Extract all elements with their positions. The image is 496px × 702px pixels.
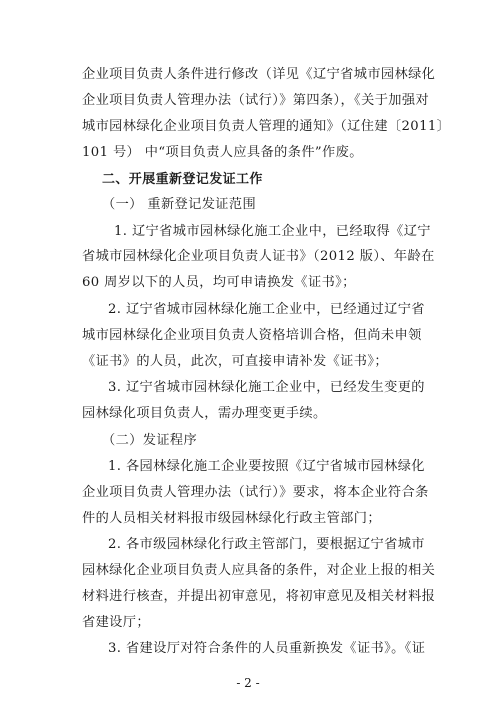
paragraph-line: 2. 各市级园林绿化行政主管部门，要根据辽宁省城市 — [108, 537, 425, 552]
paragraph-line: 省城市园林绿化企业项目负责人证书》（2012 版）、年龄在 — [82, 249, 435, 264]
paragraph-line: 《证书》的人员，此次，可直接申请补发《证书》； — [82, 354, 388, 369]
paragraph-line: 园林绿化企业项目负责人应具备的条件，对企业上报的相关 — [82, 563, 436, 578]
subsection-heading: （二）发证程序 — [102, 433, 198, 448]
subsection-heading: （一） 重新登记发证范围 — [102, 197, 257, 212]
paragraph-line: 企业项目负责人条件进行修改（详见《辽宁省城市园林绿化 — [82, 67, 436, 82]
paragraph-line: 材料进行核查，并提出初审意见，将初审意见及相关材料报 — [82, 589, 436, 604]
paragraph-line: 城市园林绿化企业项目负责人管理的通知》（辽住建〔2011〕 — [82, 119, 451, 134]
paragraph-line: 2. 辽宁省城市园林绿化施工企业中，已经通过辽宁省 — [108, 302, 425, 317]
section-heading: 二、开展重新登记发证工作 — [102, 172, 263, 187]
paragraph-line: 企业项目负责人管理办法（试行）》要求，将本企业符合条 — [82, 485, 429, 500]
page-number: - 2 - — [236, 676, 260, 690]
paragraph-line: 城市园林绿化企业项目负责人资格培训合格，但尚未申领 — [82, 328, 422, 343]
paragraph-line: 60 周岁以下的人员，均可申请换发《证书》； — [82, 275, 356, 290]
paragraph-line: 1. 各园林绿化施工企业要按照《辽宁省城市园林绿化 — [108, 459, 425, 474]
paragraph-line: 101 号） 中“项目负责人应具备的条件”作废。 — [82, 145, 363, 160]
paragraph-line: 省建设厅； — [82, 615, 150, 630]
paragraph-line: 3. 省建设厅对符合条件的人员重新换发《证书》。《证 — [108, 641, 426, 656]
paragraph-line: 园林绿化项目负责人，需办理变更手续。 — [82, 406, 327, 421]
paragraph-line: 企业项目负责人管理办法（试行）》第四条），《关于加强对 — [82, 93, 430, 108]
paragraph-line: 3. 辽宁省城市园林绿化施工企业中，已经发生变更的 — [108, 380, 425, 395]
paragraph-line: 1. 辽宁省城市园林绿化施工企业中，已经取得《辽宁 — [114, 224, 431, 239]
paragraph-line: 件的人员相关材料报市级园林绿化行政主管部门； — [82, 511, 381, 526]
